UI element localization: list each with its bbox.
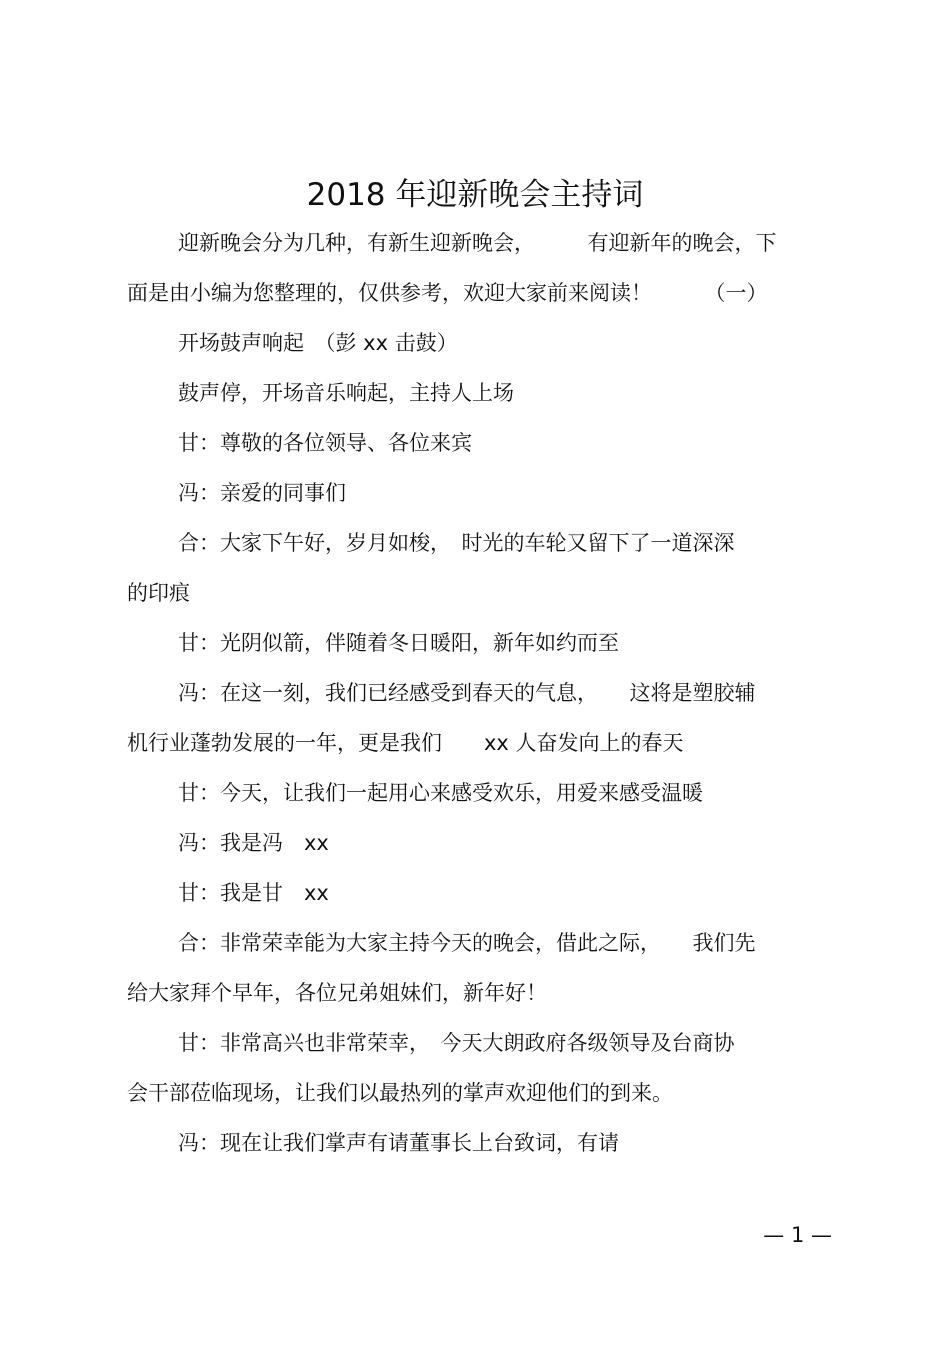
paragraph-line: 冯：我是冯 xx <box>178 831 329 855</box>
paragraph-line: 开场鼓声响起 （彭 xx 击鼓） <box>178 331 458 355</box>
paragraph-line: 甘：非常高兴也非常荣幸， 今天大朗政府各级领导及台商协 <box>178 1031 735 1055</box>
paragraph-line: 鼓声停，开场音乐响起，主持人上场 <box>178 381 514 405</box>
paragraph-line: 面是由小编为您整理的，仅供参考，欢迎大家前来阅读！ （一） <box>127 281 768 305</box>
paragraph-line: 合：大家下午好，岁月如梭， 时光的车轮又留下了一道深深 <box>178 531 735 555</box>
paragraph-line: 冯：在这一刻，我们已经感受到春天的气息， 这将是塑胶辅 <box>178 681 756 705</box>
paragraph-line: 冯：亲爱的同事们 <box>178 481 346 505</box>
paragraph-line: 冯：现在让我们掌声有请董事长上台致词，有请 <box>178 1131 619 1155</box>
paragraph-line: 甘：我是甘 xx <box>178 881 329 905</box>
paragraph-line: 甘：今天，让我们一起用心来感受欢乐，用爱来感受温暖 <box>178 781 703 805</box>
paragraph-line: 迎新晚会分为几种，有新生迎新晚会， 有迎新年的晚会，下 <box>178 231 777 255</box>
document-title: 2018 年迎新晚会主持词 <box>306 177 644 213</box>
paragraph-line: 甘：光阴似箭，伴随着冬日暖阳，新年如约而至 <box>178 631 619 655</box>
paragraph-line: 机行业蓬勃发展的一年，更是我们 xx 人奋发向上的春天 <box>127 731 684 755</box>
paragraph-line: 给大家拜个早年，各位兄弟姐妹们，新年好！ <box>127 981 547 1005</box>
paragraph-line: 的印痕 <box>127 581 190 605</box>
page-number: — 1 — <box>763 1223 832 1247</box>
paragraph-line: 会干部莅临现场，让我们以最热列的掌声欢迎他们的到来。 <box>127 1081 673 1105</box>
paragraph-line: 甘：尊敬的各位领导、各位来宾 <box>178 431 472 455</box>
paragraph-line: 合：非常荣幸能为大家主持今天的晚会，借此之际， 我们先 <box>178 931 756 955</box>
